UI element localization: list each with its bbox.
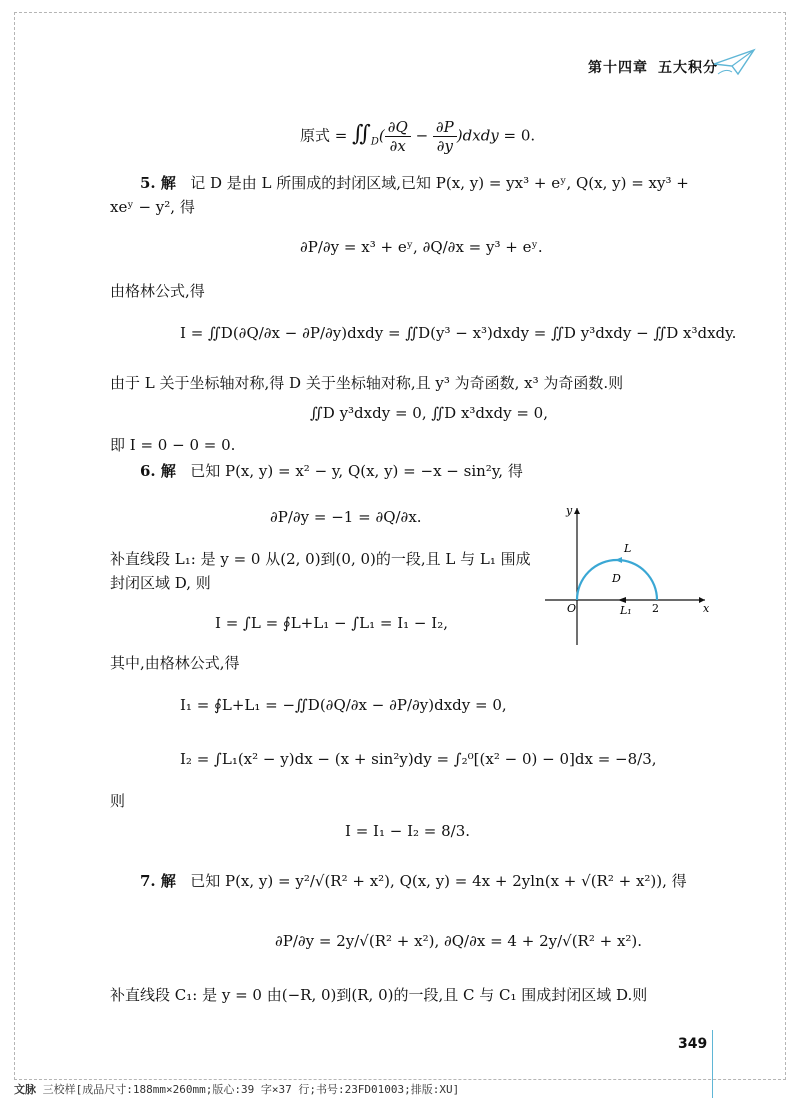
s6-label: 6. 解 (140, 462, 176, 480)
eq-original: 原式 = $∬_D$( $\frac{\partial Q}{\partial x}$ − $\frac{\partial P}{\partial y}$ )dxdy = 0. (300, 118, 536, 155)
running-header (588, 57, 718, 77)
label-L: L (624, 542, 632, 555)
s6-text1: 已知 P(x, y) = x² − y, Q(x, y) = −x − sin²y, 得 (190, 462, 523, 480)
s6-then: 则 (110, 792, 126, 810)
label-origin: O (567, 602, 577, 615)
margin-rule (712, 1030, 713, 1098)
s6-eq-I1: I₁ = ∮L+L₁ = −∬D(∂Q/∂x − ∂P/∂y)dxdy = 0, (180, 696, 507, 714)
label-D: D (612, 572, 621, 585)
s6-eq-final: I = I₁ − I₂ = 8/3. (345, 822, 471, 840)
s5-label: 5. 解 (140, 174, 176, 192)
chapter-label: 第十四章 (588, 60, 648, 76)
footer-brand: 文脉 (14, 1083, 36, 1096)
label-two: 2 (652, 602, 659, 615)
s7-label: 7. 解 (140, 872, 176, 890)
s6-eq-partials: ∂P/∂y = −1 = ∂Q/∂x. (270, 508, 422, 526)
s6-eq-I: I = ∫L = ∮L+L₁ − ∫L₁ = I₁ − I₂, (215, 614, 448, 632)
s5-result: 即 I = 0 − 0 = 0. (110, 436, 236, 454)
s6-line1 (140, 460, 523, 482)
label-x: x (703, 602, 710, 615)
s5-green-intro: 由格林公式,得 (110, 282, 205, 300)
label-y: y (566, 504, 573, 517)
s5-eq-I: I = ∬D(∂Q/∂x − ∂P/∂y)dxdy = ∬D(y³ − x³)dxdy = ∬D y³dxdy − ∬D x³dxdy. (180, 324, 737, 342)
label-L1: L₁ (620, 604, 632, 617)
s6-add-segment: 补直线段 L₁: 是 y = 0 从(2, 0)到(0, 0)的一段,且 L 与 L₁ 围成 (110, 550, 531, 568)
print-footer (14, 1081, 459, 1097)
page-number: 349 (678, 1036, 708, 1052)
s6-closed-region: 封闭区域 D, 则 (110, 574, 211, 592)
paper-plane-icon (712, 46, 756, 80)
s7-text1: 已知 P(x, y) = y²/√(R² + x²), Q(x, y) = 4x + 2yln(x + √(R² + x²)), 得 (190, 872, 687, 890)
s7-eq-partials: ∂P/∂y = 2y/√(R² + x²), ∂Q/∂x = 4 + 2y/√(R² + x²). (275, 932, 643, 950)
s5-line1 (140, 172, 689, 194)
s5-line2: xeʸ − y², 得 (110, 198, 195, 216)
eq-prefix: 原式 (300, 126, 331, 145)
s7-add-segment: 补直线段 C₁: 是 y = 0 由(−R, 0)到(R, 0)的一段,且 C 与 C₁ 围成封闭区域 D.则 (110, 986, 648, 1004)
s5-eq-partials: ∂P/∂y = x³ + eʸ, ∂Q/∂x = y³ + eʸ. (300, 238, 543, 256)
semicircle-figure (540, 500, 715, 650)
s6-green-intro: 其中,由格林公式,得 (110, 654, 240, 672)
s5-eq-zero: ∬D y³dxdy = 0, ∬D x³dxdy = 0, (310, 404, 548, 422)
s7-line1 (140, 870, 687, 892)
s5-symmetry: 由于 L 关于坐标轴对称,得 D 关于坐标轴对称,且 y³ 为奇函数, x³ 为奇函数.则 (110, 374, 624, 392)
curve-arrow-icon (615, 557, 622, 563)
s5-text1: 记 D 是由 L 所围成的封闭区域,已知 P(x, y) = yx³ + eʸ, Q(x, y) = xy³ + (190, 174, 689, 192)
y-axis-arrow-icon (574, 508, 580, 514)
chapter-title: 五大积分 (658, 60, 718, 76)
segment-arrow-icon (618, 597, 626, 603)
eq-rest: = 0. (503, 126, 536, 145)
s6-eq-I2: I₂ = ∫L₁(x² − y)dx − (x + sin²y)dy = ∫₂⁰[(x² − 0) − 0]dx = −8/3, (180, 750, 657, 768)
footer-spec: 三校样[成品尺寸:188mm×260mm;版心:39 字×37 行;书号:23FD01003;排版:XU] (42, 1083, 460, 1096)
